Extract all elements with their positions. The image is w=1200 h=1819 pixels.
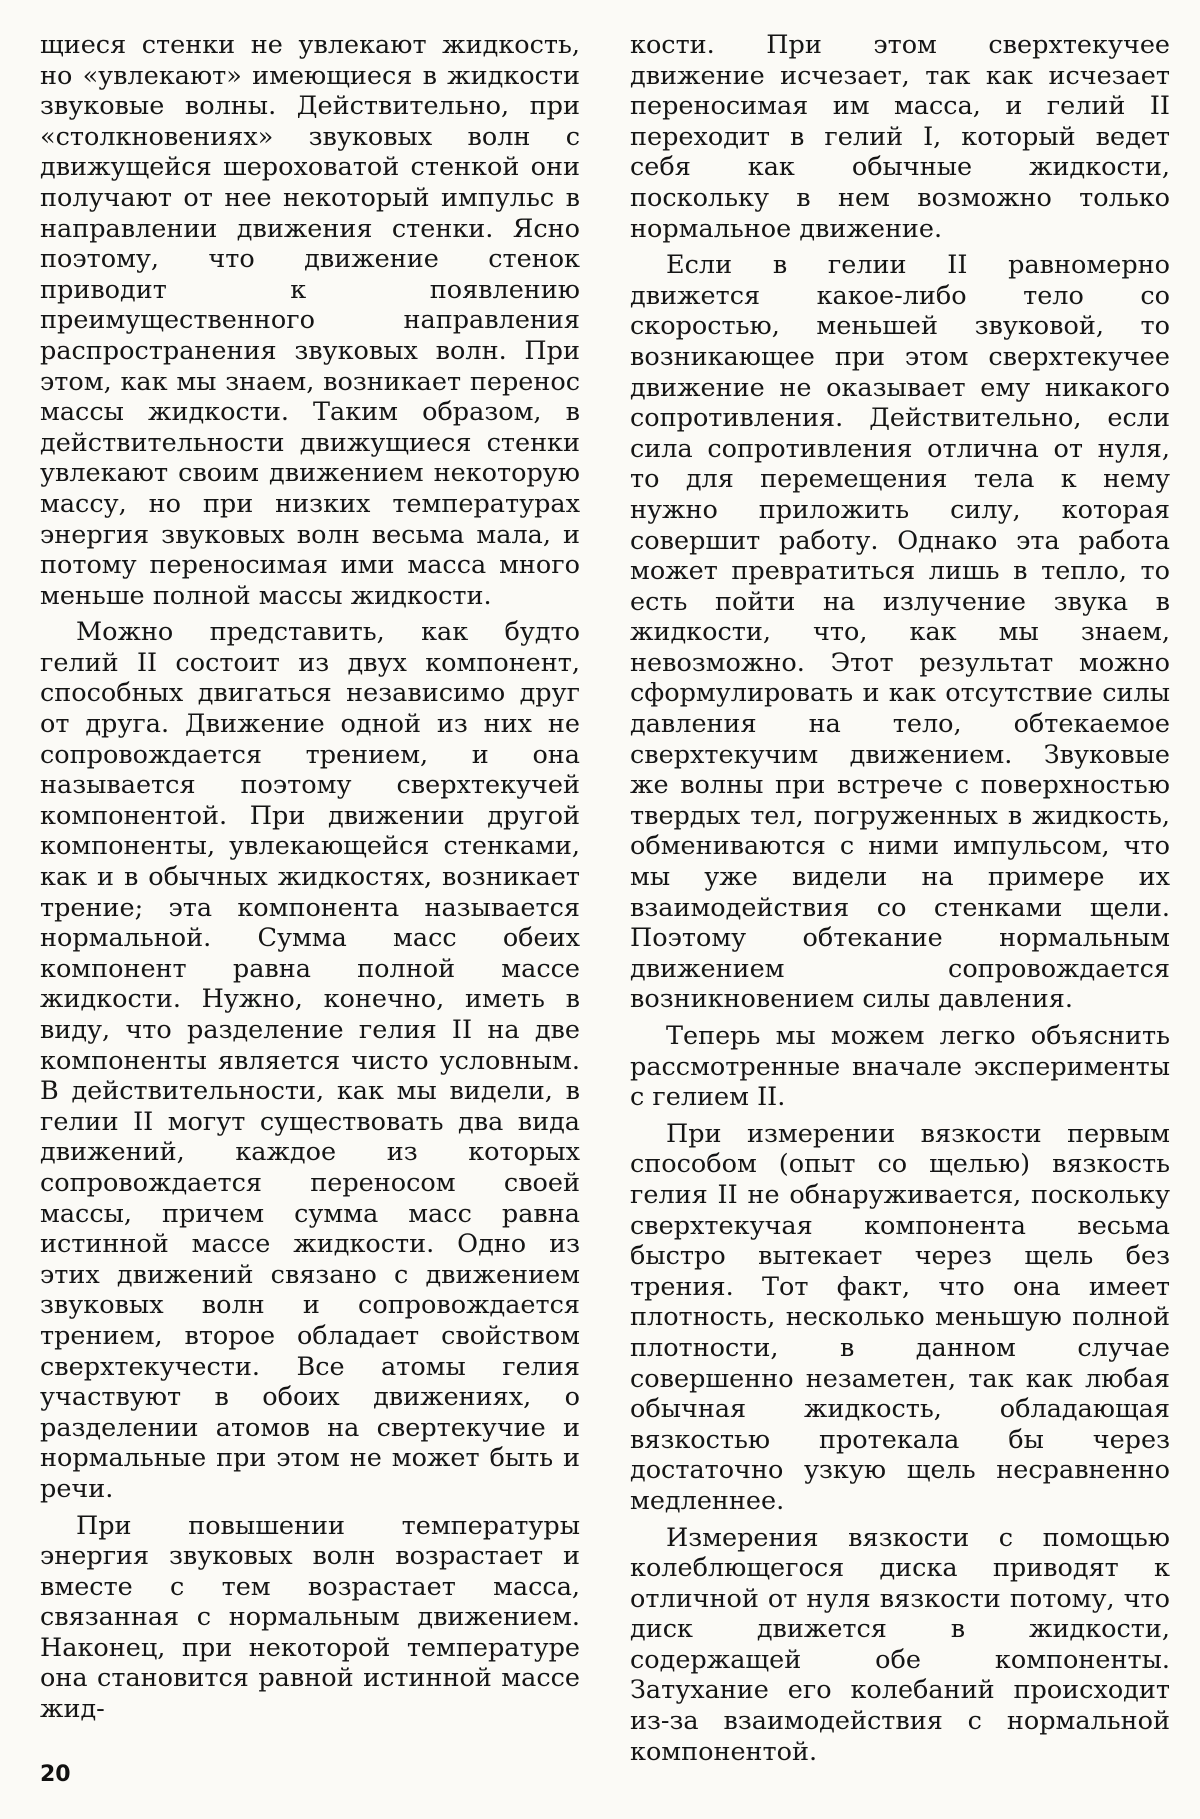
paragraph: Если в гелии II равномерно движется какое-либо тело со скоростью, меньшей звуковой, то возникающее при этом сверхтекучее движение не оказывает ему никакого сопротивления. Действительно, если сила сопротивления отлична от нуля, то для перемещения тела к нему нужно приложить силу, которая совершит работу. Однако эта работа может превратиться лишь в тепло, то есть пойти на излучение звука в жидкости, что, как мы знаем, невозможно. Этот результат можно сформулировать и как отсутствие силы давления на тело, обтекаемое сверхтекучим движением. Звуковые же волны при встрече с поверхностью твердых тел, погруженных в жидкость, обмениваются с ними импульсом, что мы уже видели на примере их взаимодействия со стенками щели. Поэтому обтекание нормальным движением сопровождается возникновением силы давления. <box>630 250 1170 1015</box>
page-number: 20 <box>40 1762 71 1787</box>
right-column <box>630 30 1170 1767</box>
paragraph: Теперь мы можем легко объяснить рассмотренные вначале эксперименты с гелием II. <box>630 1021 1170 1113</box>
left-column <box>40 30 580 1725</box>
paragraph: щиеся стенки не увлекают жидкость, но «увлекают» имеющиеся в жидкости звуковые волны. Действительно, при «столкновениях» звуковых волн с движущейся шероховатой стенкой они получают от нее некоторый импульс в направлении движения стенки. Ясно поэтому, что движение стенок приводит к появлению преимущественного направления распространения звуковых волн. При этом, как мы знаем, возникает перенос массы жидкости. Таким образом, в действительности движущиеся стенки увлекают своим движением некоторую массу, но при низких температурах энергия звуковых волн весьма мала, и потому переносимая ими масса много меньше полной массы жидкости. <box>40 30 580 611</box>
paragraph: кости. При этом сверхтекучее движение исчезает, так как исчезает переносимая им масса, и гелий II переходит в гелий I, который ведет себя как обычные жидкости, поскольку в нем возможно только нормальное движение. <box>630 30 1170 244</box>
paragraph: При измерении вязкости первым способом (опыт со щелью) вязкость гелия II не обнаруживается, поскольку сверхтекучая компонента весьма быстро вытекает через щель без трения. Тот факт, что она имеет плотность, несколько меньшую полной плотности, в данном случае совершенно незаметен, так как любая обычная жидкость, обладающая вязкостью протекала бы через достаточно узкую щель несравненно медленнее. <box>630 1118 1170 1516</box>
paragraph: Измерения вязкости с помощью колеблющегося диска приводят к отличной от нуля вязкости потому, что диск движется в жидкости, содержащей обе компоненты. Затухание его колебаний происходит из-за взаимодействия с нормальной компонентой. <box>630 1522 1170 1767</box>
paragraph: При повышении температуры энергия звуковых волн возрастает и вместе с тем возрастает масса, связанная с нормальным движением. Наконец, при некоторой температуре она становится равной истинной массе жид- <box>40 1510 580 1725</box>
paragraph: Можно представить, как будто гелий II состоит из двух компонент, способных двигаться независимо друг от друга. Движение одной из них не сопровождается трением, и она называется поэтому сверхтекучей компонентой. При движении другой компоненты, увлекающейся стенками, как и в обычных жидкостях, возникает трение; эта компонента называется нормальной. Сумма масс обеих компонент равна полной массе жидкости. Нужно, конечно, иметь в виду, что разделение гелия II на две компоненты является чисто условным. В действительности, как мы видели, в гелии II могут существовать два вида движений, каждое из которых сопровождается переносом своей массы, причем сумма масс равна истинной массе жидкости. Одно из этих движений связано с движением звуковых волн и сопровождается трением, второе обладает свойством сверхтекучести. Все атомы гелия участвуют в обоих движениях, о разделении атомов на свертекучие и нормальные при этом не может быть и речи. <box>40 617 580 1504</box>
